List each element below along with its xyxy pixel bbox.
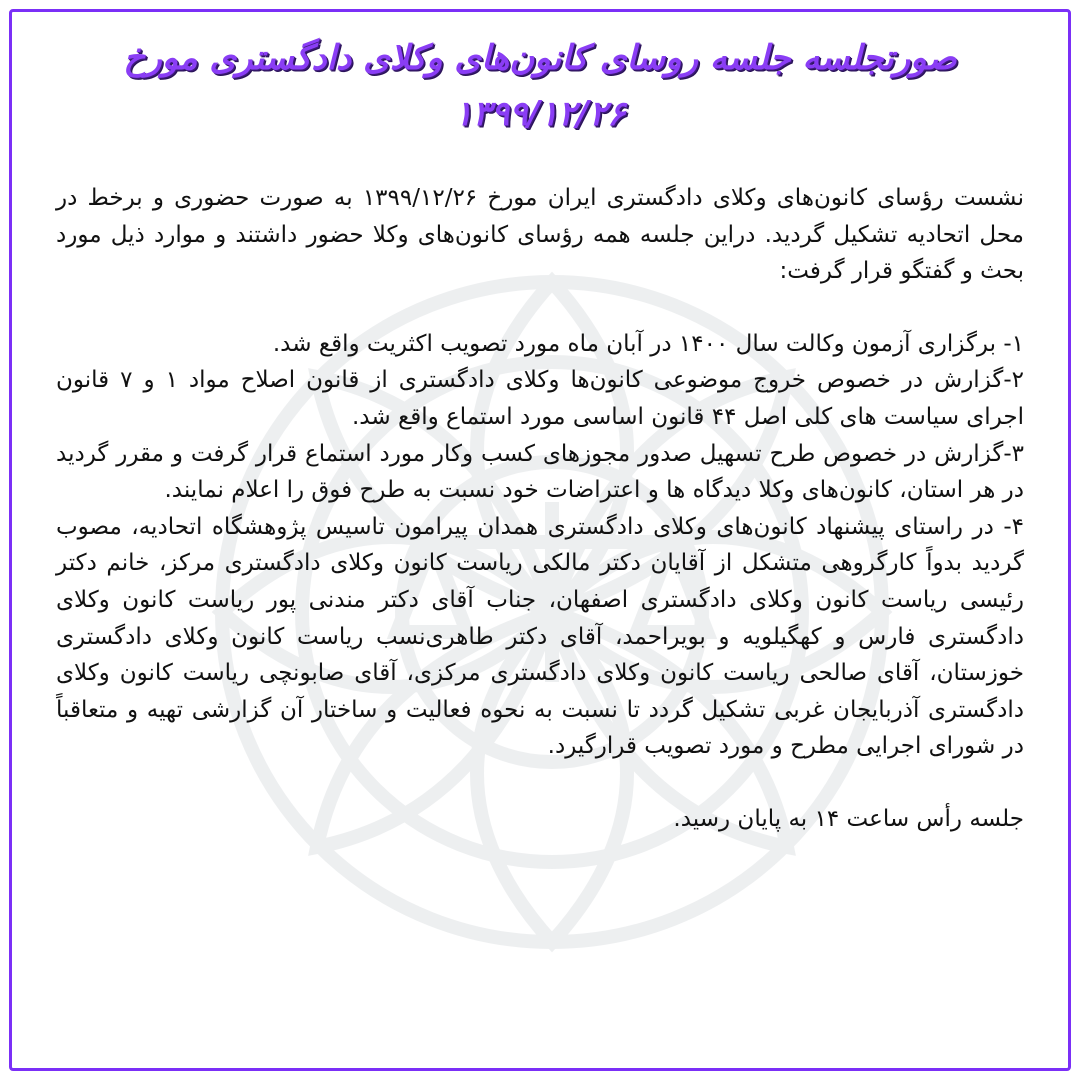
title-line-1: صورتجلسه جلسه روسای کانون‌های وکلای دادگستری مورخ bbox=[123, 38, 957, 78]
agenda-item-4: ۴- در راستای پیشنهاد کانون‌های وکلای دادگستری همدان پیرامون تاسیس پژوهشگاه اتحادیه، مصوب گردید بدواً کارگروهی متشکل از آقایان دکتر مالکی ریاست کانون وکلای دادگستری مرکز، خانم دکتر رئیسی ریاست کانون وکلای دادگستری اصفهان، جناب آقای دکتر مندنی پور ریاست کانون وکلای دادگستری فارس و کهگیلویه و بویراحمد، آقای دکتر طاهری‌نسب ریاست کانون وکلای دادگستری خوزستان، آقای صالحی ریاست کانون وکلای دادگستری مرکزی، آقای صابونچی ریاست کانون وکلای دادگستری آذربایجان غربی تشکیل گردد تا نسبت به نحوه فعالیت و ساختار آن گزارشی تهیه و متعاقباً در شورای اجرایی مطرح و مورد تصویب قرارگیرد. bbox=[56, 513, 1024, 760]
intro-paragraph: نشست رؤسای کانون‌های وکلای دادگستری ایران مورخ ۱۳۹۹/۱۲/۲۶ به صورت حضوری و برخط در محل اتحادیه تشکیل گردید. دراین جلسه همه رؤسای کانون‌های وکلا حضور داشتند و موارد ذیل مورد بحث و گفتگو قرار گرفت: bbox=[56, 185, 1024, 285]
document-frame bbox=[9, 9, 1071, 1071]
agenda-item-1: ۱- برگزاری آزمون وکالت سال ۱۴۰۰ در آبان ماه مورد تصویب اکثریت واقع شد. bbox=[272, 330, 1024, 357]
closing-line: جلسه رأس ساعت ۱۴ به پایان رسید. bbox=[673, 805, 1024, 832]
minutes-body bbox=[56, 180, 1024, 838]
agenda-item-3: ۳-گزارش در خصوص طرح تسهیل صدور مجوزهای کسب وکار مورد استماع قرار گرفت و مقرر گردید در هر استان، کانون‌های وکلا دیدگاه ها و اعتراضات خود نسبت به طرح فوق را اعلام نمایند. bbox=[56, 440, 1024, 504]
paragraph-gap bbox=[56, 765, 1024, 801]
agenda-item-2: ۲-گزارش در خصوص خروج موضوعی کانون‌ها وکلای دادگستری از قانون اصلاح مواد ۱ و ۷ قانون اجرای سیاست های کلی اصل ۴۴ قانون اساسی مورد استماع واقع شد. bbox=[56, 367, 1024, 430]
title-date: ۱۳۹۹/۱۲/۲۶ bbox=[454, 94, 626, 134]
paragraph-gap bbox=[56, 290, 1024, 326]
page-title bbox=[12, 30, 1068, 142]
